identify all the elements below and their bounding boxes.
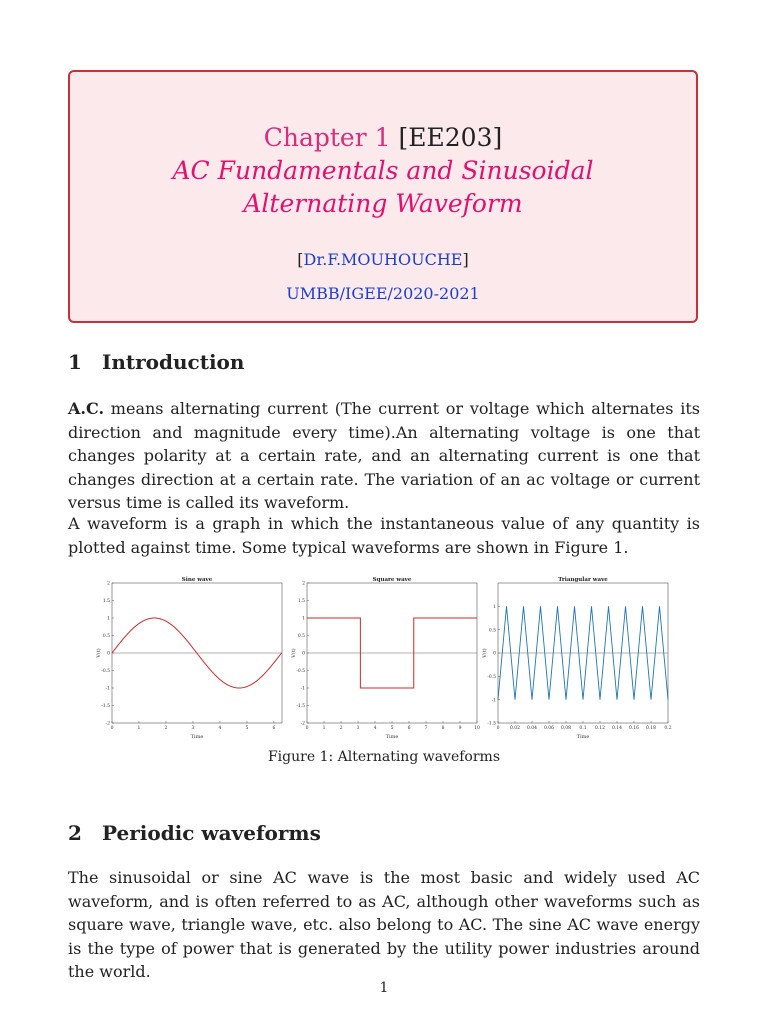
x-tick-label: 0.18 <box>645 726 657 731</box>
y-tick-label: 0 <box>107 651 110 657</box>
chart-title: Sine wave <box>181 577 213 583</box>
x-tick-label: 0.12 <box>594 726 606 731</box>
y-tick-label: 0.5 <box>297 634 305 640</box>
y-tick-label: -2 <box>105 721 110 727</box>
x-tick-label: 0.08 <box>560 726 572 731</box>
author-close-bracket: ] <box>462 250 469 269</box>
x-tick-label: 5 <box>245 726 249 731</box>
y-tick-label: -1 <box>105 686 110 692</box>
waveform-figure <box>92 574 674 740</box>
y-tick-label: 0.5 <box>488 628 496 634</box>
section-2-heading <box>68 821 321 845</box>
course-code: [EE203] <box>398 123 503 152</box>
x-axis-label: Time <box>385 734 399 740</box>
author-name: Dr.F.MOUHOUCHE <box>303 250 463 269</box>
chart-title: Triangular wave <box>558 577 608 583</box>
y-tick-label: 1 <box>493 604 496 610</box>
y-tick-label: -1.5 <box>101 704 110 710</box>
figure-caption: Figure 1: Alternating waveforms <box>267 749 501 765</box>
author-open-bracket: [ <box>297 250 304 269</box>
y-tick-label: -1.5 <box>296 704 305 710</box>
x-tick-label: 2 <box>164 726 168 731</box>
y-tick-label: -2 <box>300 721 305 727</box>
page-number: 1 <box>379 980 389 996</box>
y-tick-label: -0.5 <box>296 669 305 675</box>
periodic-paragraph: The sinusoidal or sine AC wave is the most basic and widely used AC waveform, and is often referred to as AC, although other waveforms such as square wave, triangle wave, etc. also belong to AC. The sine AC wave energy is the type of power that is generated by the utility power industries around the world. <box>68 868 700 981</box>
y-axis-label: V(t) <box>291 648 297 658</box>
y-tick-label: 2 <box>107 581 110 587</box>
y-tick-label: -1.5 <box>487 721 496 727</box>
intro-paragraph-1-text: means alternating current (The current or voltage which alternates its direction and magnitude every time).An alternating voltage is one that changes polarity at a certain rate, and an alternating current is one that changes direction at a certain rate. The variation of an ac voltage or current versus time is called its waveform. <box>68 399 700 512</box>
author-line <box>70 250 696 269</box>
section-2-title: Periodic waveforms <box>102 821 321 845</box>
y-tick-label: -0.5 <box>487 674 496 680</box>
x-tick-label: 8 <box>441 726 445 731</box>
chapter-heading <box>70 122 696 154</box>
y-tick-label: 1.5 <box>102 599 110 605</box>
x-tick-label: 2 <box>339 726 343 731</box>
intro-paragraph-2: A waveform is a graph in which the instantaneous value of any quantity is plotted against time. Some typical waveforms are shown in Figure 1. <box>68 514 700 557</box>
x-axis-label: Time <box>576 734 590 740</box>
x-tick-label: 5 <box>390 726 394 731</box>
affiliation: UMBB/IGEE/2020-2021 <box>286 284 480 303</box>
x-tick-label: 0.02 <box>509 726 521 731</box>
x-tick-label: 6 <box>272 726 276 731</box>
y-tick-label: 2 <box>302 581 305 587</box>
x-tick-label: 0.16 <box>628 726 640 731</box>
x-tick-label: 0 <box>496 726 500 731</box>
x-tick-label: 4 <box>218 726 222 731</box>
intro-paragraph-1 <box>68 397 700 515</box>
section-1-title: Introduction <box>102 350 245 374</box>
y-axis-label: V(t) <box>482 648 488 658</box>
triangular-wave-chart <box>478 574 674 740</box>
x-tick-label: 0.1 <box>579 726 587 731</box>
section-1-heading <box>68 350 244 374</box>
y-tick-label: 0 <box>493 651 496 657</box>
chapter-label: Chapter 1 <box>263 123 391 152</box>
x-tick-label: 1 <box>137 726 141 731</box>
x-tick-label: 9 <box>458 726 462 731</box>
y-tick-label: 1.5 <box>297 599 305 605</box>
x-tick-label: 3 <box>191 726 195 731</box>
y-tick-label: -0.5 <box>101 669 110 675</box>
x-tick-label: 1 <box>322 726 326 731</box>
sine-wave-chart <box>92 574 288 740</box>
x-tick-label: 7 <box>424 726 428 731</box>
x-tick-label: 0.04 <box>526 726 538 731</box>
y-tick-label: 0.5 <box>102 634 110 640</box>
x-tick-label: 0.2 <box>664 726 672 731</box>
square-wave-chart <box>287 574 483 740</box>
y-tick-label: -1 <box>300 686 305 692</box>
x-tick-label: 10 <box>474 726 480 731</box>
y-tick-label: 1 <box>107 616 110 622</box>
x-tick-label: 3 <box>356 726 360 731</box>
x-tick-label: 4 <box>373 726 377 731</box>
title-box <box>68 70 698 323</box>
x-tick-label: 6 <box>407 726 411 731</box>
x-tick-label: 0 <box>110 726 114 731</box>
chapter-subtitle: AC Fundamentals and Sinusoidal Alternating Waveform <box>172 156 594 218</box>
x-tick-label: 0.06 <box>543 726 555 731</box>
x-tick-label: 0 <box>305 726 309 731</box>
y-tick-label: 1 <box>302 616 305 622</box>
y-axis-label: V(t) <box>96 648 102 658</box>
x-axis-label: Time <box>190 734 204 740</box>
section-2-number: 2 <box>68 821 82 845</box>
y-tick-label: -1 <box>491 698 496 704</box>
y-tick-label: 0 <box>302 651 305 657</box>
ac-term: A.C. <box>68 399 105 418</box>
section-1-number: 1 <box>68 350 82 374</box>
x-tick-label: 0.14 <box>611 726 623 731</box>
chart-title: Square wave <box>372 577 412 583</box>
